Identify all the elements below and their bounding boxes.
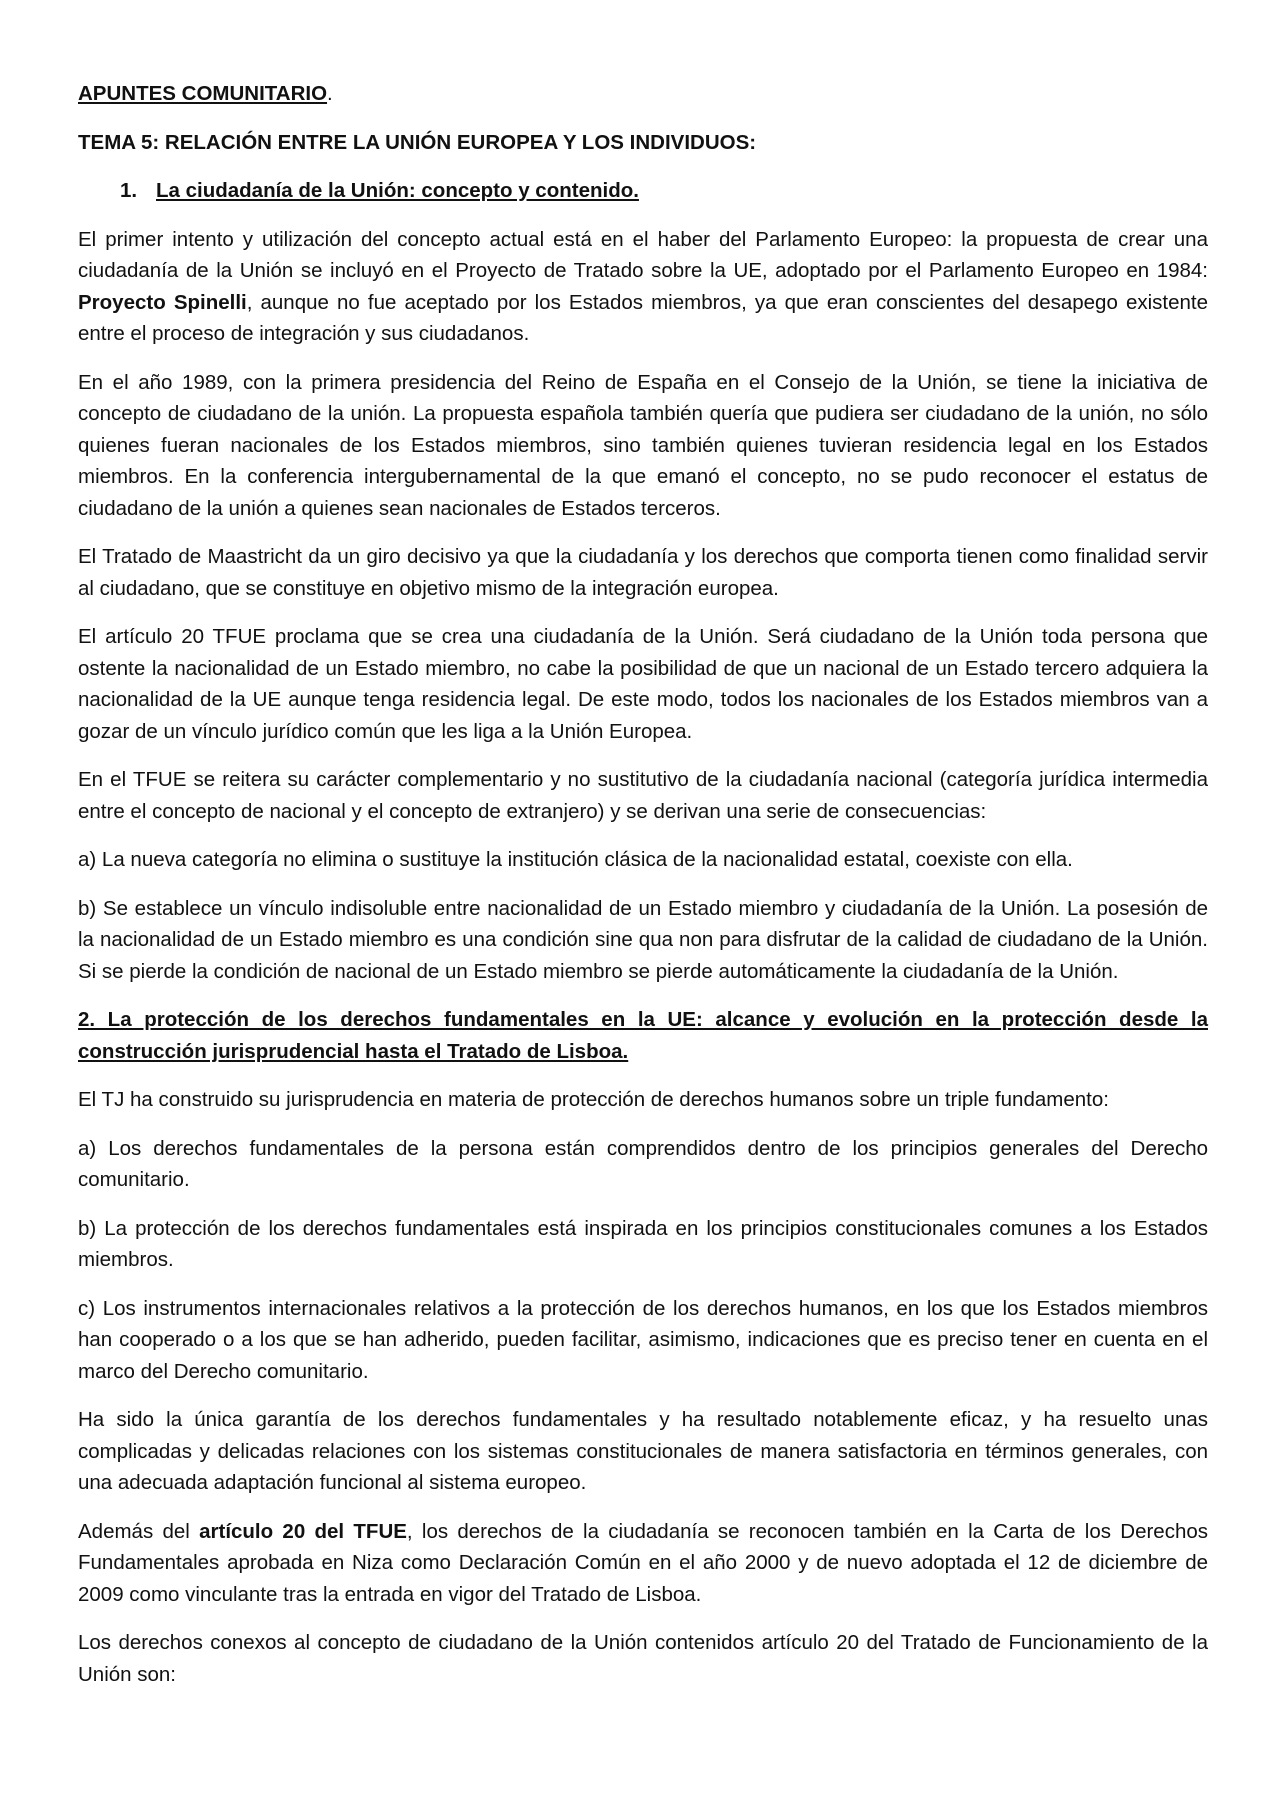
- paragraph-10: b) La protección de los derechos fundamentales está inspirada en los principios constitucionales comunes a los Estados miembros.: [78, 1216, 1208, 1271]
- paragraph-14: Los derechos conexos al concepto de ciudadano de la Unión contenidos artículo 20 del Tratado de Funcionamiento de la Unión son:: [78, 1631, 1208, 1686]
- paragraph-13-part-a: Además del: [78, 1519, 200, 1543]
- paragraph-8: El TJ ha construido su jurisprudencia en materia de protección de derechos humanos sobre un triple fundamento:: [78, 1088, 1109, 1111]
- paragraph-1-part-a: El primer intento y utilización del concepto actual está en el haber del Parlamento Europeo: la propuesta de crear una ciudadanía de la Unión se incluyó en el Proyecto de Tratado sobre la UE, adoptado por el Parlamento Europeo en 1984:: [78, 227, 1208, 282]
- paragraph-9: a) Los derechos fundamentales de la persona están comprendidos dentro de los principios generales del Derecho comunitario.: [78, 1136, 1208, 1191]
- paragraph-12: Ha sido la única garantía de los derechos fundamentales y ha resultado notablemente eficaz, y ha resuelto unas complicadas y delicadas relaciones con los sistemas constitucionales de manera satisfactoria en términos generales, con una adecuada adaptación funcional al sistema europeo.: [78, 1408, 1208, 1494]
- paragraph-3: El Tratado de Maastricht da un giro decisivo ya que la ciudadanía y los derechos que comporta tienen como finalidad servir al ciudadano, que se constituye en objetivo mismo de la integración europea.: [78, 545, 1208, 600]
- document-page: [78, 78, 1208, 1707]
- paragraph-4: El artículo 20 TFUE proclama que se crea una ciudadanía de la Unión. Será ciudadano de la Unión toda persona que ostente la nacionalidad de un Estado miembro, no cabe la posibilidad de que un nacional de un Estado tercero adquiera la nacionalidad de la UE aunque tenga residencia legal. De este modo, todos los nacionales de los Estados miembros van a gozar de un vínculo jurídico común que les liga a la Unión Europea.: [78, 625, 1208, 743]
- paragraph-6: a) La nueva categoría no elimina o sustituye la institución clásica de la nacionalidad estatal, coexiste con ella.: [78, 848, 1073, 871]
- section-1-title: La ciudadanía de la Unión: concepto y contenido.: [156, 179, 639, 202]
- paragraph-13-bold: artículo 20 del TFUE: [199, 1519, 407, 1543]
- section-1-number: 1.: [120, 179, 138, 202]
- document-title: APUNTES COMUNITARIO: [78, 82, 328, 105]
- section-1-heading: [120, 175, 1208, 207]
- section-2-heading: 2. La protección de los derechos fundamentales en la UE: alcance y evolución en la protección desde la construcción jurisprudencial hasta el Tratado de Lisboa.: [78, 1008, 1208, 1063]
- paragraph-1-part-b: , aunque no fue aceptado por los Estados miembros, ya que eran conscientes del desapego existente entre el proceso de integración y sus ciudadanos.: [78, 290, 1208, 345]
- document-title-dot: .: [327, 82, 333, 105]
- topic-heading: TEMA 5: RELACIÓN ENTRE LA UNIÓN EUROPEA Y LOS INDIVIDUOS:: [78, 130, 757, 154]
- document-title-line: [78, 78, 1208, 110]
- paragraph-5: En el TFUE se reitera su carácter complementario y no sustitutivo de la ciudadanía nacional (categoría jurídica intermedia entre el concepto de nacional y el concepto de extranjero) y se derivan una serie de consecuencias:: [78, 768, 1208, 823]
- paragraph-1: [78, 224, 1208, 350]
- paragraph-7: b) Se establece un vínculo indisoluble entre nacionalidad de un Estado miembro y ciudadanía de la Unión. La posesión de la nacionalidad de un Estado miembro es una condición sine qua non para disfrutar de la calidad de ciudadano de la Unión. Si se pierde la condición de nacional de un Estado miembro se pierde automáticamente la ciudadanía de la Unión.: [78, 896, 1208, 983]
- paragraph-11: c) Los instrumentos internacionales relativos a la protección de los derechos humanos, en los que los Estados miembros han cooperado o a los que se han adherido, pueden facilitar, asimismo, indicaciones que es preciso tener en cuenta en el marco del Derecho comunitario.: [78, 1296, 1208, 1383]
- paragraph-1-bold: Proyecto Spinelli: [78, 290, 247, 314]
- paragraph-2: En el año 1989, con la primera presidencia del Reino de España en el Consejo de la Unión, se tiene la iniciativa de concepto de ciudadano de la unión. La propuesta española también quería que pudiera ser ciudadano de la unión, no sólo quienes fueran nacionales de los Estados miembros, sino también quienes tuvieran residencia legal en los Estados miembros. En la conferencia intergubernamental de la que emanó el concepto, no se pudo reconocer el estatus de ciudadano de la unión a quienes sean nacionales de Estados terceros.: [78, 370, 1208, 520]
- paragraph-13: [78, 1516, 1208, 1611]
- paragraph-13-part-b: , los derechos de la ciudadanía se reconocen también en la Carta de los Derechos Fundamentales aprobada en Niza como Declaración Común en el año 2000 y de nuevo adoptada el 12 de diciembre de 2009 como vinculante tras la entrada en vigor del Tratado de Lisboa.: [78, 1519, 1208, 1606]
